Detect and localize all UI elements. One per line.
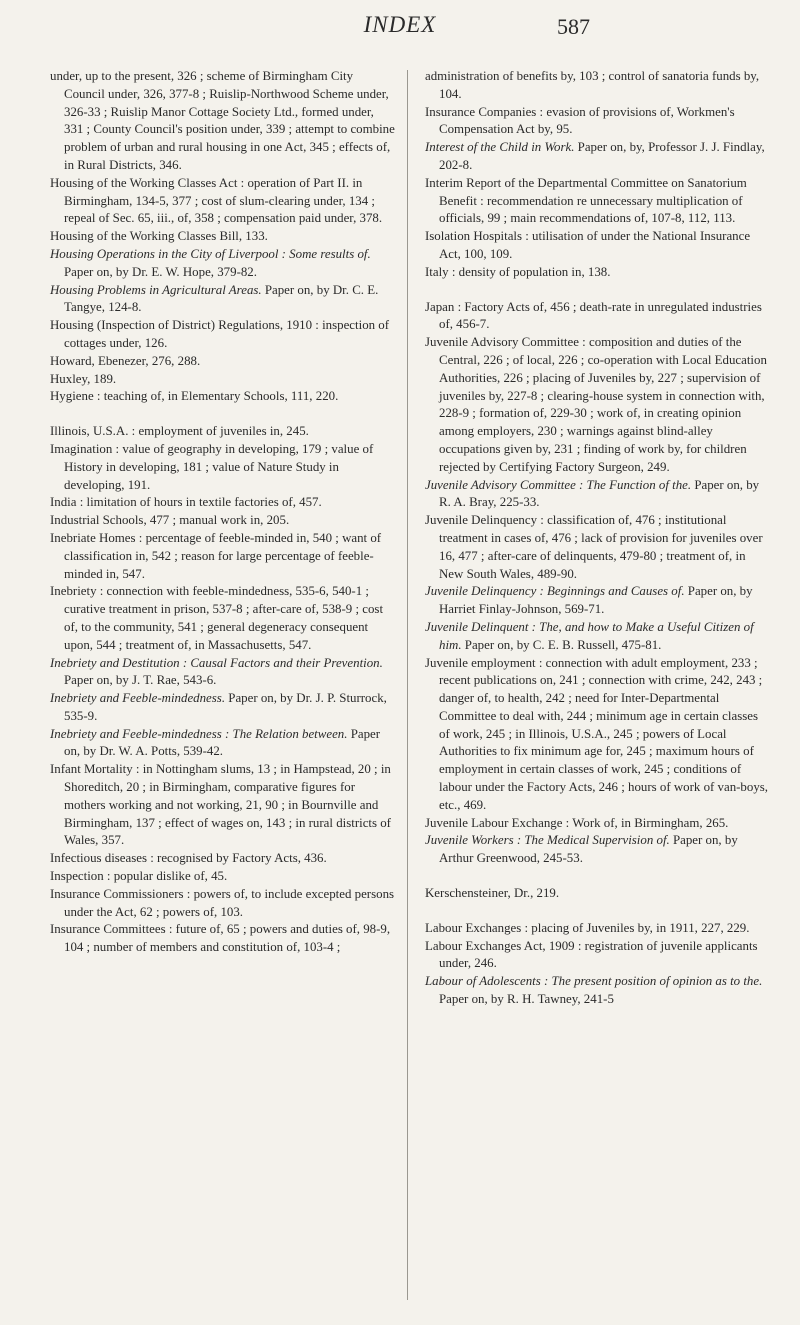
entry-text: Paper on, by R. A. Bray, 225-33. bbox=[439, 477, 760, 510]
index-entry bbox=[50, 530, 395, 583]
entry-text: Paper on, by Dr. E. W. Hope, 379-82. bbox=[64, 264, 257, 279]
index-entry bbox=[425, 920, 770, 938]
index-entry bbox=[50, 353, 395, 371]
index-entry bbox=[50, 921, 395, 957]
entry-title: Inebriety and Feeble-mindedness : The Relation between. bbox=[50, 726, 348, 741]
entry-title: Juvenile Advisory Committee : The Function of the. bbox=[425, 477, 692, 492]
index-entry bbox=[425, 973, 770, 1009]
index-entry bbox=[50, 655, 395, 691]
entry-text: Paper on, by Harriet Finlay-Johnson, 569-71. bbox=[439, 584, 753, 617]
entry-text: Paper on, by C. E. B. Russell, 475-81. bbox=[461, 637, 662, 652]
entry-text: Industrial Schools, 477 ; manual work in, 205. bbox=[50, 513, 290, 528]
entry-text: Labour Exchanges : placing of Juveniles by, in 1911, 227, 229. bbox=[425, 920, 750, 935]
entry-text: Paper on, by Dr. C. E. Tangye, 124-8. bbox=[64, 282, 379, 315]
entry-text: Housing of the Working Classes Bill, 133. bbox=[50, 229, 268, 244]
index-entry bbox=[425, 68, 770, 104]
entry-text: Infant Mortality : in Nottingham slums, 13 ; in Hampstead, 20 ; in Shoreditch, 20 ; in Birmingham, comparative figures for mothers working and not working, 21, 90 ; in Bournville and Birmingham, 137 ; effect of wages on, 143 ; in rural districts of Wales, 357. bbox=[50, 762, 391, 848]
page-header bbox=[0, 12, 800, 52]
entry-text: Paper on, by R. H. Tawney, 241-5 bbox=[439, 992, 614, 1007]
index-entry bbox=[50, 690, 395, 726]
index-entry bbox=[425, 583, 770, 619]
index-entry bbox=[425, 139, 770, 175]
index-entry bbox=[50, 317, 395, 353]
entry-text: Juvenile employment : connection with adult employment, 233 ; recent publications on, 241 ; connection with crime, 242, 243 ; danger of, to health, 242 ; need for Inter-Departmental Committee to deal with, 244 ; minimum age in certain classes of work, 245 ; in Illinois, U.S.A., 245 ; powers of Local Authorities to fix minimum age for, 245 ; maximum hours of employment in certain classes of work, 245 ; conditions of labour under the Factory Acts, 246 ; hours of work of van-boys, etc., 469. bbox=[425, 655, 769, 812]
entry-text: Inspection : popular dislike of, 45. bbox=[50, 869, 228, 884]
entry-text: Inebriety : connection with feeble-mindedness, 535-6, 540-1 ; curative treatment in prison, 537-8 ; after-care of, 538-9 ; cost of, to the community, 541 ; general degeneracy consequent upon, 544 ; treatment of, in Massachusetts, 547. bbox=[50, 584, 384, 652]
entry-text: India : limitation of hours in textile factories of, 457. bbox=[50, 495, 322, 510]
entry-text: administration of benefits by, 103 ; control of sanatoria funds by, 104. bbox=[425, 69, 760, 101]
entry-text: Paper on, by, Professor J. J. Findlay, 202-8. bbox=[439, 140, 765, 172]
index-entry bbox=[425, 815, 770, 833]
index-entry bbox=[425, 264, 770, 282]
entry-text: Italy : density of population in, 138. bbox=[425, 264, 611, 279]
index-entry bbox=[50, 726, 395, 762]
index-entry bbox=[425, 619, 770, 655]
index-entry bbox=[425, 175, 770, 228]
entry-text: Labour Exchanges Act, 1909 : registration of juvenile applicants under, 246. bbox=[425, 938, 758, 971]
entry-title: Juvenile Delinquent : The, and how to Make a Useful Citizen of him. bbox=[425, 619, 754, 652]
index-entry bbox=[50, 228, 395, 246]
entry-text: Hygiene : teaching of, in Elementary Schools, 111, 220. bbox=[50, 389, 339, 404]
entry-text: Illinois, U.S.A. : employment of juveniles in, 245. bbox=[50, 424, 309, 439]
entry-text: Howard, Ebenezer, 276, 288. bbox=[50, 353, 201, 368]
index-entry bbox=[50, 761, 395, 850]
right-column bbox=[413, 68, 770, 1009]
entry-text: Paper on, by Arthur Greenwood, 245-53. bbox=[439, 833, 738, 866]
index-entry bbox=[50, 423, 395, 441]
index-entry bbox=[50, 494, 395, 512]
entry-text: Paper on, by Dr. J. P. Sturrock, 535-9. bbox=[64, 691, 387, 723]
index-entry bbox=[50, 886, 395, 922]
entry-title: Housing Problems in Agricultural Areas. bbox=[50, 282, 262, 297]
entry-text: Housing of the Working Classes Act : operation of Part II. in Birmingham, 134-5, 377 ; cost of slum-clearing under, 134 ; repeal of Sec. 65, iii., of, 358 ; compensation paid under, 378. bbox=[50, 175, 383, 226]
index-entry bbox=[50, 282, 395, 318]
index-columns bbox=[50, 68, 770, 1009]
index-entry bbox=[425, 832, 770, 868]
index-entry bbox=[50, 68, 395, 175]
entry-text: Insurance Committees : future of, 65 ; powers and duties of, 98-9, 104 ; number of members and constitution of, 103-4 ; bbox=[50, 922, 391, 955]
entry-title: Juvenile Workers : The Medical Supervision of. bbox=[425, 833, 670, 848]
index-entry bbox=[50, 371, 395, 389]
entry-title: Housing Operations in the City of Liverpool : Some results of. bbox=[50, 246, 371, 261]
entry-text: Japan : Factory Acts of, 456 ; death-rate in unregulated industries of, 456-7. bbox=[425, 299, 762, 332]
index-entry bbox=[425, 885, 770, 903]
entry-text: Isolation Hospitals : utilisation of under the National Insurance Act, 100, 109. bbox=[425, 229, 751, 261]
page-number: 587 bbox=[557, 14, 590, 39]
index-entry bbox=[425, 299, 770, 335]
entry-title: Labour of Adolescents : The present position of opinion as to the. bbox=[425, 974, 763, 989]
index-entry bbox=[50, 850, 395, 868]
entry-text: Juvenile Labour Exchange : Work of, in Birmingham, 265. bbox=[425, 815, 729, 830]
entry-text: Juvenile Delinquency : classification of, 476 ; institutional treatment in cases of, 476 ; lack of provision for juveniles over 16, 477 ; after-care of delinquents, 479-80 ; treatment of, in New South Wales, 489-90. bbox=[425, 513, 763, 581]
entry-text: Insurance Commissioners : powers of, to include excepted persons under the Act, 62 ; powers of, 103. bbox=[50, 886, 395, 919]
index-entry bbox=[425, 655, 770, 815]
entry-text: Insurance Companies : evasion of provisions of, Workmen's Compensation Act by, 95. bbox=[425, 104, 735, 137]
index-entry bbox=[50, 175, 395, 228]
index-entry bbox=[50, 868, 395, 886]
entry-text: Interim Report of the Departmental Committee on Sanatorium Benefit : recommendation re unnecessary multiplication of officials, 99 ; main recommendations of, 107-8, 112, 113. bbox=[425, 175, 747, 226]
index-entry bbox=[425, 938, 770, 974]
running-head: INDEX bbox=[363, 12, 437, 37]
index-entry bbox=[50, 441, 395, 494]
entry-text: Infectious diseases : recognised by Factory Acts, 436. bbox=[50, 851, 327, 866]
entry-title: Inebriety and Destitution : Causal Factors and their Prevention. bbox=[50, 655, 383, 670]
index-entry bbox=[425, 477, 770, 513]
index-entry bbox=[50, 583, 395, 654]
entry-title: Juvenile Delinquency : Beginnings and Causes of. bbox=[425, 584, 685, 599]
entry-text: under, up to the present, 326 ; scheme of Birmingham City Council under, 326, 377-8 ; Ruislip-Northwood Scheme under, 326-33 ; Ruislip Manor Cottage Society Ltd., formed under, 331 ; County Council's position under, 339 ; attempt to combine problem of urban and rural housing in one Act, 345 ; effects of, in Rural Districts, 346. bbox=[50, 69, 395, 172]
index-entry bbox=[425, 228, 770, 264]
entry-text: Imagination : value of geography in developing, 179 ; value of History in developing, 181 ; value of Nature Study in developing, 191. bbox=[50, 441, 374, 492]
index-entry bbox=[50, 512, 395, 530]
entry-title: Inebriety and Feeble-mindedness. bbox=[50, 691, 226, 706]
index-entry bbox=[50, 388, 395, 406]
entry-title: Interest of the Child in Work. bbox=[425, 140, 575, 155]
entry-text: Inebriate Homes : percentage of feeble-minded in, 540 ; want of classification in, 542 ; reason for large percentage of feeble-minded in, 547. bbox=[50, 530, 382, 581]
entry-text: Huxley, 189. bbox=[50, 371, 117, 386]
entry-text: Paper on, by J. T. Rae, 543-6. bbox=[64, 673, 217, 688]
entry-text: Housing (Inspection of District) Regulations, 1910 : inspection of cottages under, 126. bbox=[50, 318, 390, 350]
entry-text: Paper on, by Dr. W. A. Potts, 539-42. bbox=[64, 726, 381, 759]
entry-text: Kerschensteiner, Dr., 219. bbox=[425, 886, 560, 901]
index-entry bbox=[425, 104, 770, 140]
left-column bbox=[50, 68, 395, 1009]
entry-text: Juvenile Advisory Committee : composition and duties of the Central, 226 ; of local, 226 ; co-operation with Local Education Authorities, 226 ; placing of Juveniles by, 227 ; supervision of juveniles by, 227-8 ; clearing-house system in connection with, 228-9 ; formation of, 229-30 ; work of, in creating opinion among employers, 230 ; warnings against blind-alley occupations given by, 231 ; finding of work by, for children rejected by Certifying Factory Surgeon, 249. bbox=[425, 335, 767, 474]
index-entry bbox=[425, 512, 770, 583]
index-entry bbox=[50, 246, 395, 282]
index-entry bbox=[425, 334, 770, 476]
